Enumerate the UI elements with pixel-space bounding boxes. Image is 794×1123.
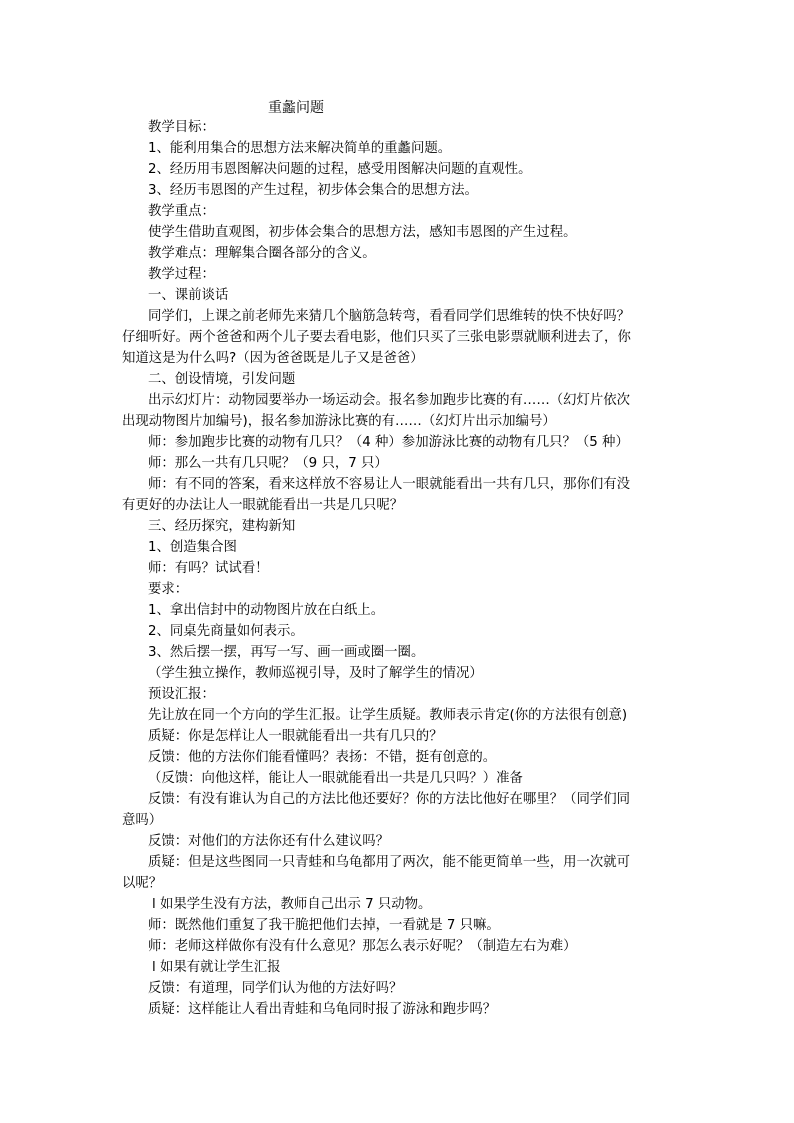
text-line: 师：那么一共有几只呢？（9 只，7 只） (148, 456, 388, 471)
text-line: （学生独立操作，教师巡视引导，及时了解学生的情况） (148, 666, 483, 681)
text-line: 质疑：这样能让人看出青蛙和乌龟同时报了游泳和跑步吗？ (148, 1002, 497, 1017)
section-heading-objectives: 教学目标： (148, 120, 215, 135)
text-line: 师：有吗？试试看！ (148, 561, 269, 576)
text-line: 反馈：有没有谁认为自己的方法比他还要好？你的方法比他好在哪里？（同学们同 (148, 792, 631, 807)
text-line: 反馈：对他们的方法你还有什么建议吗？ (148, 834, 390, 849)
subsection-heading: 一、课前谈话 (148, 288, 229, 303)
section-heading-key-points: 教学重点： (148, 204, 215, 219)
subsection-heading: 二、创设情境，引发问题 (148, 372, 296, 387)
text-line: 仔细听好。两个爸爸和两个儿子要去看电影，他们只买了三张电影票就顺利进去了，你 (122, 330, 631, 345)
text-line: 2、经历用韦恩图解决问题的过程，感受用图解决问题的直观性。 (148, 162, 532, 177)
section-heading-process: 教学过程： (148, 267, 215, 282)
text-line: 要求： (148, 582, 189, 597)
text-line: 使学生借助直观图，初步体会集合的思想方法，感知韦恩图的产生过程。 (148, 225, 577, 240)
text-line: 质疑：但是这些图同一只青蛙和乌龟都用了两次，能不能更简单一些，用一次就可 (148, 855, 631, 870)
text-line: 同学们，上课之前老师先来猜几个脑筋急转弯，看看同学们思维转的快不快好吗？ (148, 309, 631, 324)
text-line: 3、经历韦恩图的产生过程，初步体会集合的思想方法。 (148, 183, 478, 198)
text-line: 师：有不同的答案，看来这样放不容易让人一眼就能看出一共有几只，那你们有没 (148, 477, 631, 492)
text-line: 有更好的办法让人一眼就能看出一共是几只呢？ (122, 498, 404, 513)
text-line: 反馈：有道理，同学们认为他的方法好吗？ (148, 981, 403, 996)
text-line: 知道这是为什么吗?（因为爸爸既是儿子又是爸爸） (122, 351, 424, 366)
text-line: 1、创造集合图 (148, 540, 237, 555)
text-line: 出现动物图片加编号)，报名参加游泳比赛的有……（幻灯片出示加编号） (122, 414, 556, 429)
text-line: 师：既然他们重复了我干脆把他们去掉，一看就是 7 只嘛。 (148, 918, 500, 933)
bullet-line: l 如果有就让学生汇报 (152, 960, 281, 975)
text-line: 师：老师这样做你有没有什么意见？那怎么表示好呢？（制造左右为难） (148, 939, 577, 954)
subsection-heading: 三、经历探究，建构新知 (148, 519, 296, 534)
text-line: 先让放在同一个方向的学生汇报。让学生质疑。教师表示肯定(你的方法很有创意) (148, 708, 628, 723)
text-line: 师：参加跑步比赛的动物有几只？（4 种）参加游泳比赛的动物有几只？（5 种） (148, 435, 629, 450)
text-line: （反馈：向他这样，能让人一眼就能看出一共是几只吗？）准备 (148, 771, 523, 786)
document-title: 重蠡问题 (268, 100, 324, 116)
text-line: 3、然后摆一摆，再写一写、画一画或圈一圈。 (148, 645, 425, 660)
text-line: 意吗） (122, 813, 163, 828)
text-line: 2、同桌先商量如何表示。 (148, 624, 304, 639)
text-line: 预设汇报： (148, 687, 215, 702)
text-line: 1、拿出信封中的动物图片放在白纸上。 (148, 603, 385, 618)
section-heading-difficulties: 教学难点：理解集合圈各部分的含义。 (148, 246, 376, 261)
bullet-line: l 如果学生没有方法，教师自己出示 7 只动物。 (152, 897, 432, 912)
text-line: 1、能利用集合的思想方法来解决简单的重蠡问题。 (148, 141, 452, 156)
text-line: 以呢？ (122, 876, 163, 891)
text-line: 质疑：你是怎样让人一眼就能看出一共有几只的？ (148, 729, 443, 744)
text-line: 出示幻灯片：动物园要举办一场运动会。报名参加跑步比赛的有……（幻灯片依次 (148, 393, 631, 408)
text-line: 反馈：他的方法你们能看懂吗？表扬：不错，挺有创意的。 (148, 750, 497, 765)
